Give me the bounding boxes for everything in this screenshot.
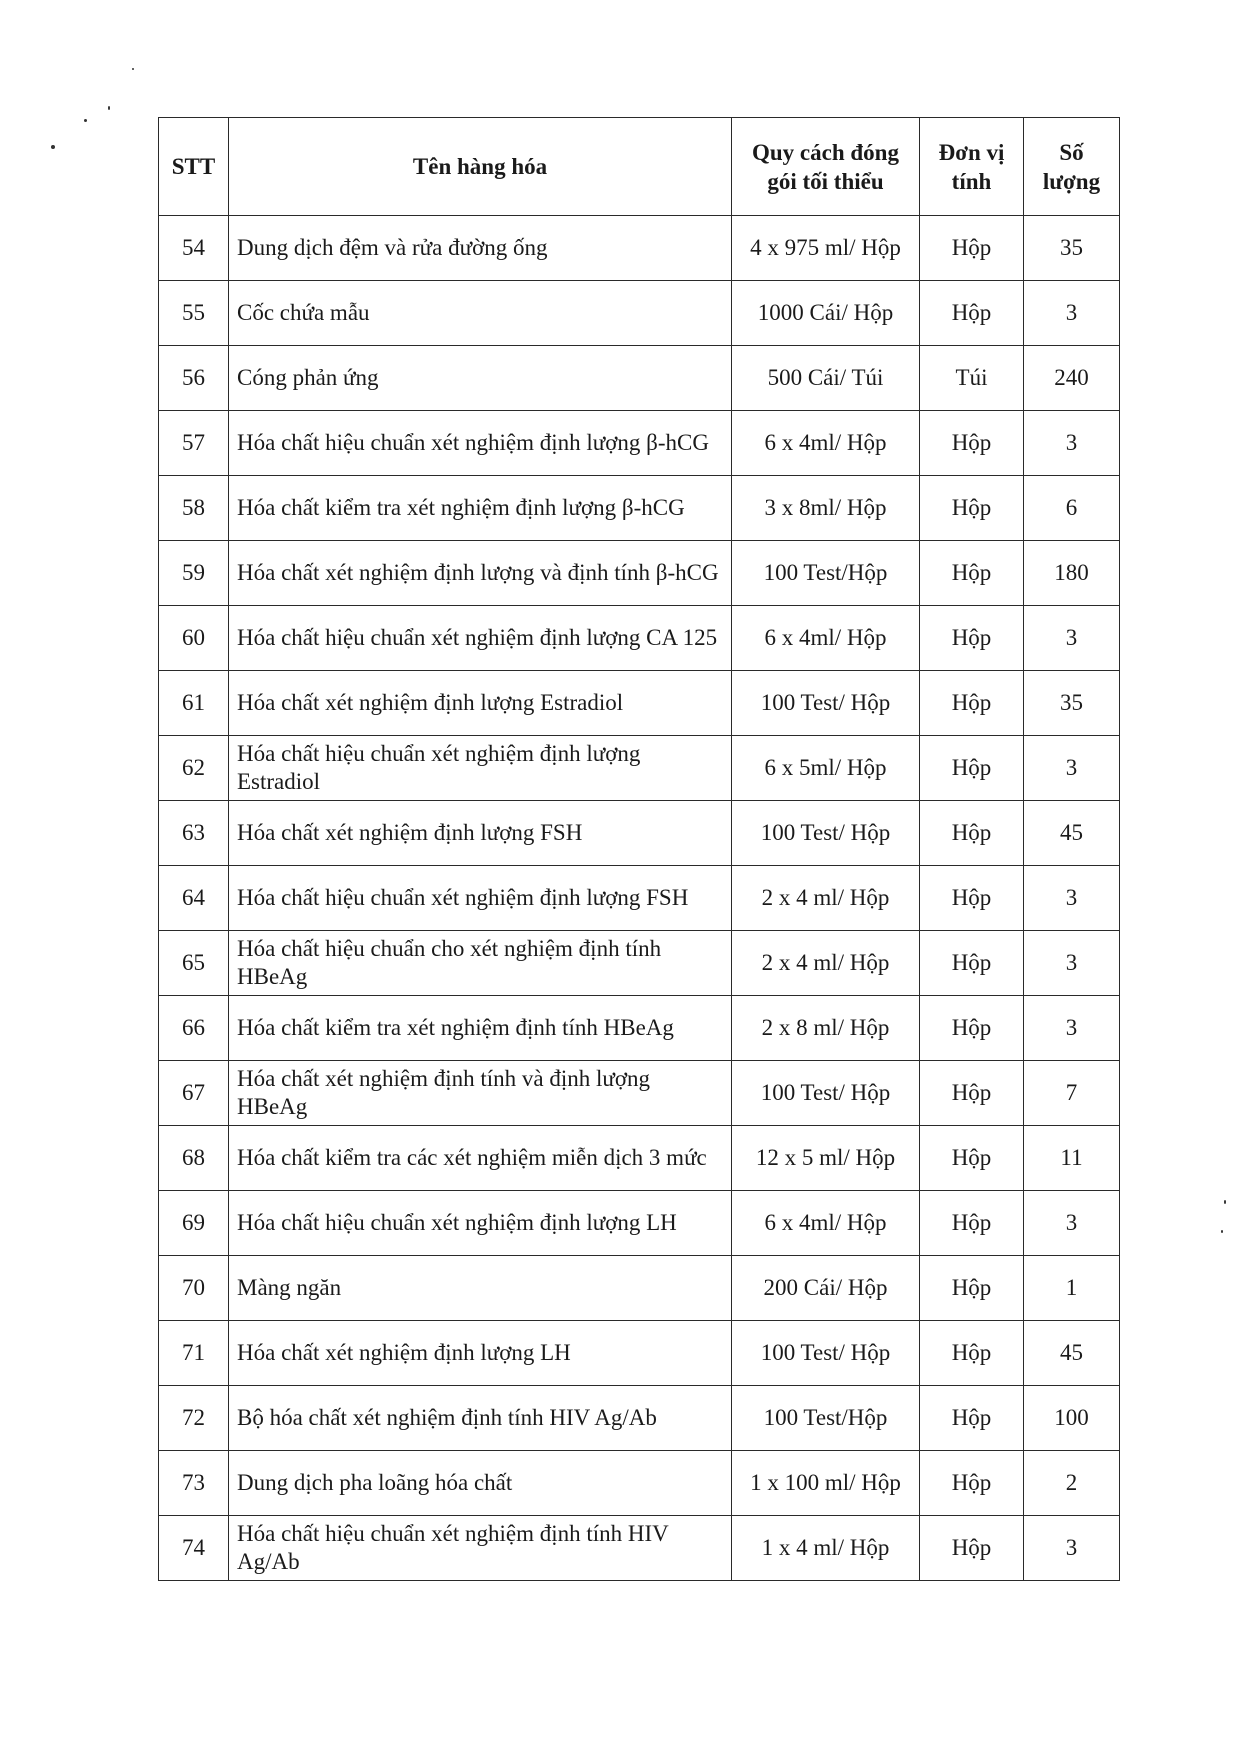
cell-stt: 68 <box>159 1126 229 1191</box>
table-row <box>159 866 1120 931</box>
cell-packaging: 1000 Cái/ Hộp <box>732 281 920 346</box>
cell-name: Hóa chất xét nghiệm định tính và định lượng HBeAg <box>229 1061 732 1126</box>
header-stt: STT <box>159 118 229 216</box>
cell-name: Hóa chất xét nghiệm định lượng FSH <box>229 801 732 866</box>
cell-stt: 73 <box>159 1451 229 1516</box>
table-row <box>159 1191 1120 1256</box>
cell-name: Hóa chất kiểm tra các xét nghiệm miễn dịch 3 mức <box>229 1126 732 1191</box>
cell-packaging: 2 x 8 ml/ Hộp <box>732 996 920 1061</box>
cell-stt: 55 <box>159 281 229 346</box>
cell-quantity: 100 <box>1024 1386 1120 1451</box>
cell-stt: 65 <box>159 931 229 996</box>
cell-packaging: 6 x 5ml/ Hộp <box>732 736 920 801</box>
cell-name: Hóa chất hiệu chuẩn xét nghiệm định lượng LH <box>229 1191 732 1256</box>
table-row <box>159 931 1120 996</box>
cell-unit: Hộp <box>920 866 1024 931</box>
cell-stt: 58 <box>159 476 229 541</box>
table-row <box>159 216 1120 281</box>
header-quantity: Số lượng <box>1024 118 1120 216</box>
cell-quantity: 3 <box>1024 281 1120 346</box>
cell-unit: Hộp <box>920 1256 1024 1321</box>
cell-quantity: 6 <box>1024 476 1120 541</box>
cell-stt: 59 <box>159 541 229 606</box>
table-row <box>159 346 1120 411</box>
cell-quantity: 2 <box>1024 1451 1120 1516</box>
table-row <box>159 1386 1120 1451</box>
cell-unit: Hộp <box>920 1126 1024 1191</box>
header-unit: Đơn vị tính <box>920 118 1024 216</box>
cell-packaging: 6 x 4ml/ Hộp <box>732 411 920 476</box>
table-row <box>159 541 1120 606</box>
cell-unit: Hộp <box>920 281 1024 346</box>
cell-unit: Hộp <box>920 1191 1024 1256</box>
cell-stt: 62 <box>159 736 229 801</box>
cell-stt: 66 <box>159 996 229 1061</box>
cell-unit: Hộp <box>920 1516 1024 1581</box>
table-row <box>159 1451 1120 1516</box>
cell-unit: Hộp <box>920 411 1024 476</box>
cell-stt: 57 <box>159 411 229 476</box>
header-packaging: Quy cách đóng gói tối thiểu <box>732 118 920 216</box>
cell-quantity: 240 <box>1024 346 1120 411</box>
cell-stt: 67 <box>159 1061 229 1126</box>
cell-name: Dung dịch pha loãng hóa chất <box>229 1451 732 1516</box>
cell-quantity: 1 <box>1024 1256 1120 1321</box>
cell-quantity: 45 <box>1024 1321 1120 1386</box>
cell-unit: Hộp <box>920 1386 1024 1451</box>
goods-table <box>158 117 1120 1581</box>
cell-stt: 71 <box>159 1321 229 1386</box>
cell-quantity: 7 <box>1024 1061 1120 1126</box>
cell-name: Hóa chất kiểm tra xét nghiệm định lượng β-hCG <box>229 476 732 541</box>
cell-unit: Hộp <box>920 671 1024 736</box>
cell-unit: Hộp <box>920 1061 1024 1126</box>
cell-quantity: 45 <box>1024 801 1120 866</box>
scan-speck <box>132 68 134 70</box>
table-row <box>159 1321 1120 1386</box>
cell-unit: Hộp <box>920 801 1024 866</box>
cell-packaging: 6 x 4ml/ Hộp <box>732 1191 920 1256</box>
cell-name: Hóa chất hiệu chuẩn cho xét nghiệm định tính HBeAg <box>229 931 732 996</box>
cell-quantity: 3 <box>1024 996 1120 1061</box>
table-row <box>159 1061 1120 1126</box>
cell-name: Hóa chất xét nghiệm định lượng và định tính β-hCG <box>229 541 732 606</box>
cell-stt: 61 <box>159 671 229 736</box>
table-header-row <box>159 118 1120 216</box>
cell-unit: Hộp <box>920 736 1024 801</box>
cell-quantity: 35 <box>1024 216 1120 281</box>
cell-stt: 60 <box>159 606 229 671</box>
cell-packaging: 12 x 5 ml/ Hộp <box>732 1126 920 1191</box>
cell-packaging: 2 x 4 ml/ Hộp <box>732 931 920 996</box>
cell-name: Hóa chất xét nghiệm định lượng LH <box>229 1321 732 1386</box>
cell-quantity: 180 <box>1024 541 1120 606</box>
cell-stt: 74 <box>159 1516 229 1581</box>
cell-quantity: 3 <box>1024 606 1120 671</box>
cell-stt: 54 <box>159 216 229 281</box>
cell-quantity: 3 <box>1024 736 1120 801</box>
cell-packaging: 2 x 4 ml/ Hộp <box>732 866 920 931</box>
cell-quantity: 3 <box>1024 411 1120 476</box>
cell-stt: 56 <box>159 346 229 411</box>
cell-packaging: 100 Test/ Hộp <box>732 1061 920 1126</box>
cell-name: Hóa chất hiệu chuẩn xét nghiệm định lượng CA 125 <box>229 606 732 671</box>
scan-speck <box>84 119 87 122</box>
cell-stt: 69 <box>159 1191 229 1256</box>
cell-packaging: 1 x 100 ml/ Hộp <box>732 1451 920 1516</box>
cell-packaging: 6 x 4ml/ Hộp <box>732 606 920 671</box>
cell-name: Cốc chứa mẫu <box>229 281 732 346</box>
cell-quantity: 3 <box>1024 866 1120 931</box>
cell-name: Hóa chất xét nghiệm định lượng Estradiol <box>229 671 732 736</box>
table-row <box>159 996 1120 1061</box>
cell-unit: Hộp <box>920 1321 1024 1386</box>
cell-packaging: 100 Test/Hộp <box>732 541 920 606</box>
scan-speck <box>51 145 55 149</box>
cell-packaging: 1 x 4 ml/ Hộp <box>732 1516 920 1581</box>
cell-name: Hóa chất hiệu chuẩn xét nghiệm định tính HIV Ag/Ab <box>229 1516 732 1581</box>
cell-packaging: 100 Test/Hộp <box>732 1386 920 1451</box>
scan-speck <box>1224 1200 1226 1204</box>
table-row <box>159 476 1120 541</box>
table-row <box>159 411 1120 476</box>
cell-name: Cóng phản ứng <box>229 346 732 411</box>
table-row <box>159 281 1120 346</box>
cell-name: Hóa chất kiểm tra xét nghiệm định tính HBeAg <box>229 996 732 1061</box>
table-row <box>159 801 1120 866</box>
cell-unit: Hộp <box>920 1451 1024 1516</box>
table-row <box>159 1126 1120 1191</box>
cell-unit: Hộp <box>920 606 1024 671</box>
cell-packaging: 3 x 8ml/ Hộp <box>732 476 920 541</box>
cell-stt: 72 <box>159 1386 229 1451</box>
cell-packaging: 100 Test/ Hộp <box>732 1321 920 1386</box>
cell-stt: 63 <box>159 801 229 866</box>
table-row <box>159 606 1120 671</box>
cell-unit: Hộp <box>920 931 1024 996</box>
cell-packaging: 4 x 975 ml/ Hộp <box>732 216 920 281</box>
cell-name: Hóa chất hiệu chuẩn xét nghiệm định lượng β-hCG <box>229 411 732 476</box>
cell-quantity: 11 <box>1024 1126 1120 1191</box>
cell-quantity: 3 <box>1024 931 1120 996</box>
cell-quantity: 3 <box>1024 1191 1120 1256</box>
scan-speck <box>108 106 110 110</box>
cell-packaging: 100 Test/ Hộp <box>732 801 920 866</box>
cell-packaging: 100 Test/ Hộp <box>732 671 920 736</box>
scan-speck <box>1221 1230 1223 1233</box>
header-name: Tên hàng hóa <box>229 118 732 216</box>
cell-name: Bộ hóa chất xét nghiệm định tính HIV Ag/Ab <box>229 1386 732 1451</box>
cell-unit: Hộp <box>920 216 1024 281</box>
cell-stt: 70 <box>159 1256 229 1321</box>
cell-packaging: 500 Cái/ Túi <box>732 346 920 411</box>
cell-quantity: 3 <box>1024 1516 1120 1581</box>
cell-unit: Hộp <box>920 996 1024 1061</box>
cell-name: Màng ngăn <box>229 1256 732 1321</box>
table-row <box>159 1516 1120 1581</box>
table-row <box>159 1256 1120 1321</box>
table-row <box>159 736 1120 801</box>
cell-unit: Túi <box>920 346 1024 411</box>
cell-quantity: 35 <box>1024 671 1120 736</box>
cell-packaging: 200 Cái/ Hộp <box>732 1256 920 1321</box>
cell-unit: Hộp <box>920 541 1024 606</box>
cell-name: Dung dịch đệm và rửa đường ống <box>229 216 732 281</box>
cell-stt: 64 <box>159 866 229 931</box>
cell-name: Hóa chất hiệu chuẩn xét nghiệm định lượng Estradiol <box>229 736 732 801</box>
table-row <box>159 671 1120 736</box>
cell-name: Hóa chất hiệu chuẩn xét nghiệm định lượng FSH <box>229 866 732 931</box>
cell-unit: Hộp <box>920 476 1024 541</box>
